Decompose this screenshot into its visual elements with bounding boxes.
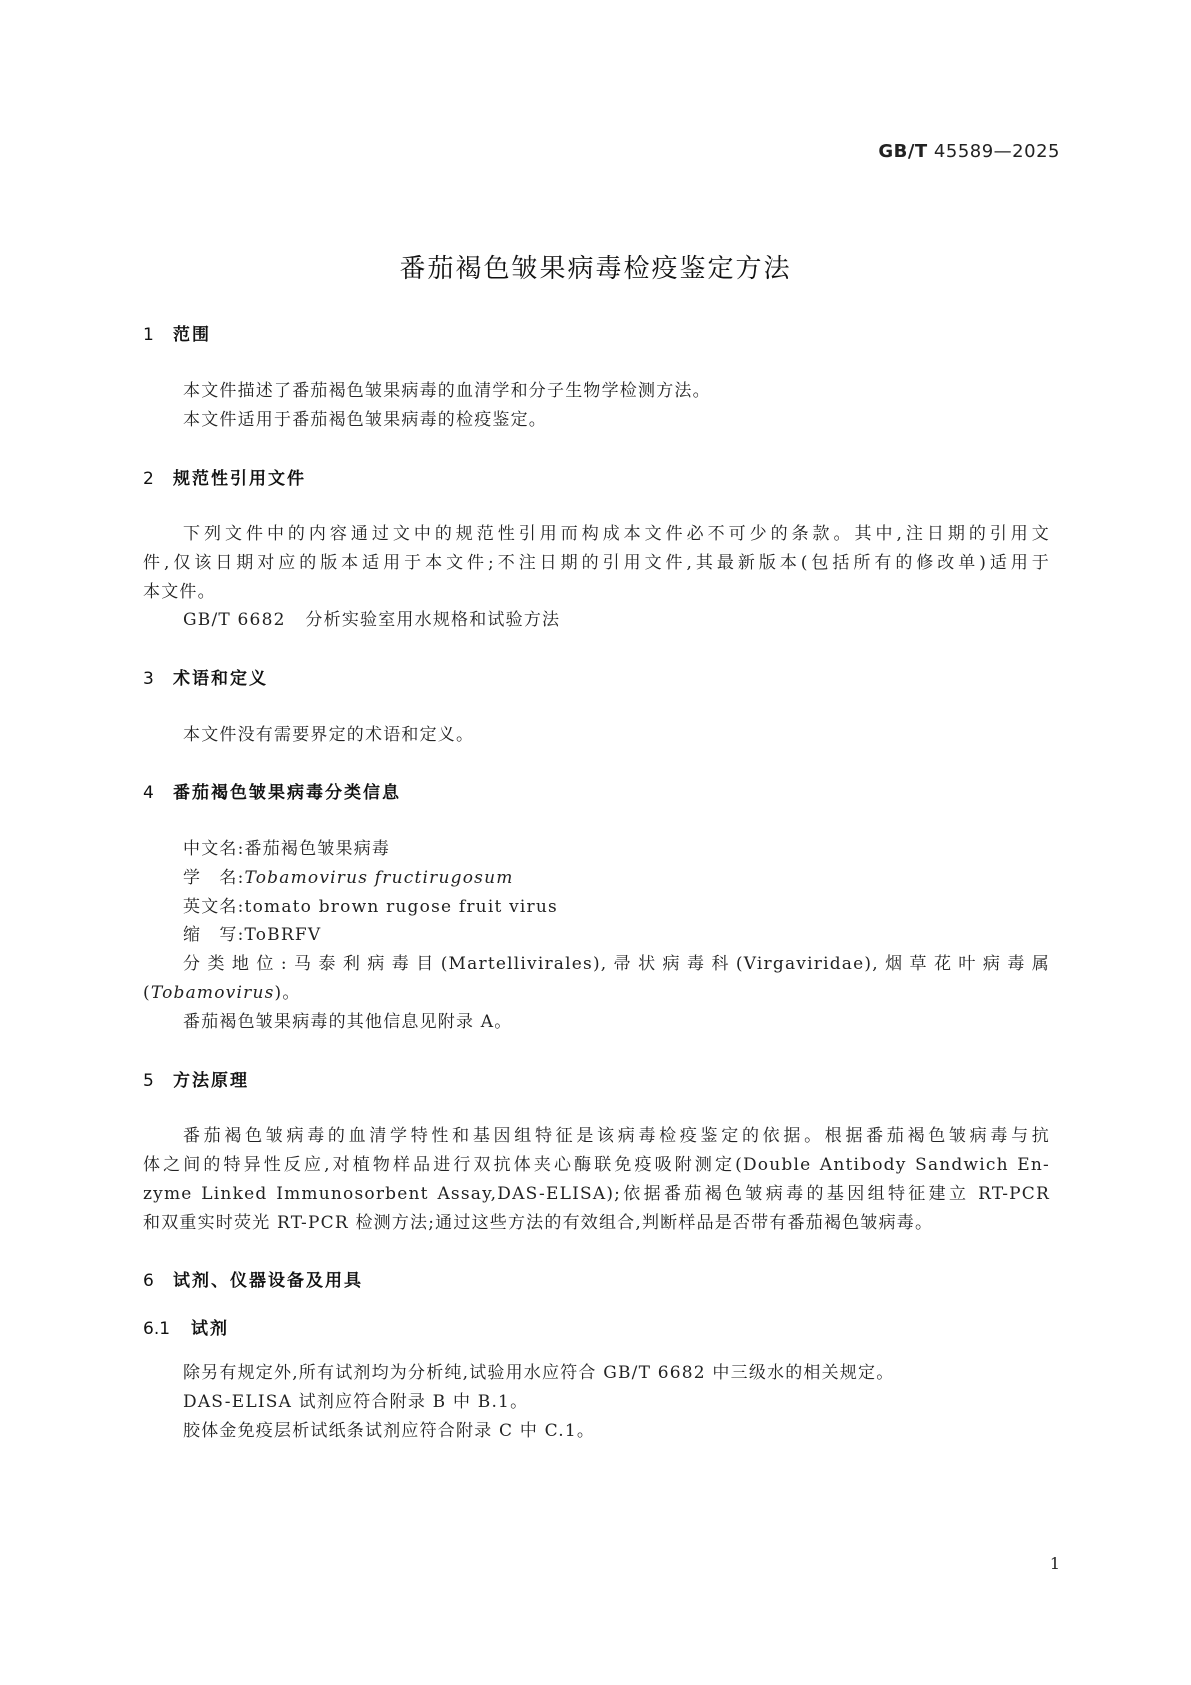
english-name-line <box>183 892 558 917</box>
paragraph-line: 下列文件中的内容通过文中的规范性引用而构成本文件必不可少的条款。其中,注日期的引用文 <box>183 524 1050 544</box>
paragraph: 本文件适用于番茄褐色皱果病毒的检疫鉴定。 <box>183 410 547 430</box>
value: Tobamovirus fructirugosum <box>244 868 514 888</box>
section-1-heading <box>143 320 211 345</box>
value: tomato brown rugose fruit virus <box>244 897 558 917</box>
section-number: 6.1 <box>143 1319 171 1339</box>
label: 英文名: <box>183 897 245 917</box>
section-6-heading <box>143 1266 363 1291</box>
classification-line: 分类地位:马泰利病毒目(Martellivirales),帚状病毒科(Virgaviridae),烟草花叶病毒属 <box>183 954 1050 974</box>
paragraph: 本文件描述了番茄褐色皱果病毒的血清学和分子生物学检测方法。 <box>183 381 711 401</box>
value: ToBRFV <box>244 925 322 945</box>
abbreviation-line <box>183 920 321 945</box>
section-number: 6 <box>143 1271 154 1291</box>
chinese-name-line <box>183 834 390 859</box>
paragraph: 番茄褐色皱果病毒的其他信息见附录 A。 <box>183 1012 513 1032</box>
paragraph-line: 本文件。 <box>143 582 216 602</box>
section-title: 术语和定义 <box>173 669 268 689</box>
value: 番茄褐色皱果病毒 <box>244 839 391 859</box>
label: 缩 写: <box>183 925 245 945</box>
reference-code: GB/T 6682 <box>183 610 286 630</box>
paren: )。 <box>274 983 301 1003</box>
paragraph-line: zyme Linked Immunosorbent Assay,DAS-ELISA);依据番茄褐色皱病毒的基因组特征建立 RT-PCR <box>143 1184 1050 1204</box>
section-title: 方法原理 <box>173 1071 249 1091</box>
paragraph-line: 番茄褐色皱病毒的血清学特性和基因组特征是该病毒检疫鉴定的依据。根据番茄褐色皱病毒与抗 <box>183 1126 1050 1146</box>
section-title: 试剂 <box>191 1319 229 1339</box>
paragraph-line: 和双重实时荧光 RT-PCR 检测方法;通过这些方法的有效组合,判断样品是否带有番茄褐色皱病毒。 <box>143 1213 934 1233</box>
label: 中文名: <box>183 839 245 859</box>
section-4-heading <box>143 778 401 803</box>
section-title: 范围 <box>173 325 211 345</box>
paren: ( <box>143 983 151 1003</box>
section-number: 1 <box>143 325 154 345</box>
paragraph: 胶体金免疫层析试纸条试剂应符合附录 C 中 C.1。 <box>183 1421 596 1441</box>
section-number: 5 <box>143 1071 154 1091</box>
paragraph: 本文件没有需要界定的术语和定义。 <box>183 725 475 745</box>
section-2-heading <box>143 464 306 489</box>
standard-number <box>878 141 1060 162</box>
section-number: 4 <box>143 783 154 803</box>
paragraph-line: 体之间的特异性反应,对植物样品进行双抗体夹心酶联免疫吸附测定(Double Antibody Sandwich En- <box>143 1155 1050 1175</box>
paragraph: DAS-ELISA 试剂应符合附录 B 中 B.1。 <box>183 1392 529 1412</box>
document-title: 番茄褐色皱果病毒检疫鉴定方法 <box>399 254 792 284</box>
paragraph-line: 件,仅该日期对应的版本适用于本文件;不注日期的引用文件,其最新版本(包括所有的修改单)适用于 <box>143 553 1050 573</box>
section-6-1-heading <box>143 1314 229 1339</box>
section-title: 规范性引用文件 <box>173 469 306 489</box>
section-3-heading <box>143 664 268 689</box>
page-number: 1 <box>1049 1554 1060 1573</box>
classification-genus-line <box>143 978 301 1003</box>
standard-code: 45589—2025 <box>933 141 1060 162</box>
standard-prefix: GB/T <box>878 141 928 162</box>
genus-name: Tobamovirus <box>150 983 275 1003</box>
reference-title: 分析实验室用水规格和试验方法 <box>305 610 561 630</box>
label: 学 名: <box>183 868 245 888</box>
scientific-name-line <box>183 863 514 888</box>
normative-reference <box>183 605 560 630</box>
section-title: 番茄褐色皱果病毒分类信息 <box>173 783 401 803</box>
section-number: 2 <box>143 469 154 489</box>
section-number: 3 <box>143 669 154 689</box>
section-5-heading <box>143 1066 249 1091</box>
paragraph: 除另有规定外,所有试剂均为分析纯,试验用水应符合 GB/T 6682 中三级水的相关规定。 <box>183 1363 895 1383</box>
section-title: 试剂、仪器设备及用具 <box>173 1271 363 1291</box>
